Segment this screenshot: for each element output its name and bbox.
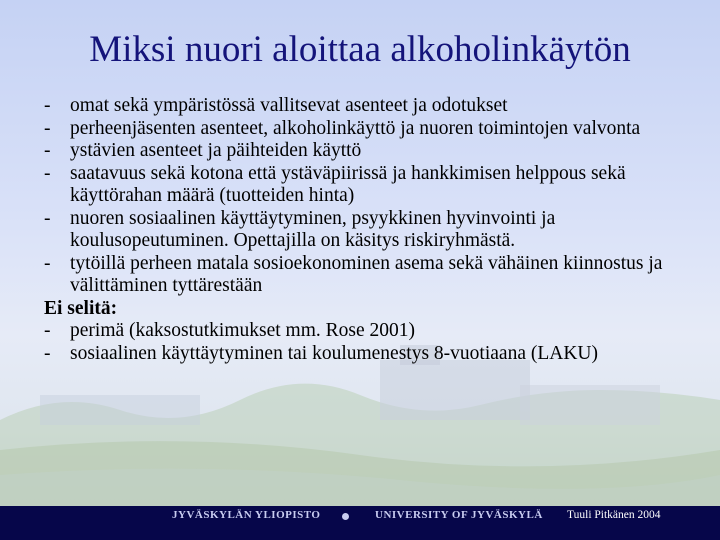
list-item [44,118,684,141]
list-item-text: perheenjäsenten asenteet, alkoholinkäyttö ja nuoren toimintojen valvonta [70,117,641,139]
list-item-text: ystävien asenteet ja päihteiden käyttö [70,140,362,161]
list-item [44,208,684,253]
slide-title: Miksi nuori aloittaa alkoholinkäytön [89,29,631,70]
list-item [44,140,684,163]
bullet-marker: - [44,252,51,274]
section-heading: Ei selitä: [44,297,118,319]
list-item-text: nuoren sosiaalinen käyttäytyminen, psyykkinen hyvinvointi ja koulusopeutuminen. Opettajilla on käsitys riskiryhmästä. [70,207,556,251]
footer-university-en: UNIVERSITY OF JYVÄSKYLÄ [375,509,543,521]
bullet-marker: - [44,162,51,184]
bullet-marker: - [44,95,51,116]
bullet-marker: - [44,117,51,139]
list-item-text: omat sekä ympäristössä vallitsevat asenteet ja odotukset [70,95,508,116]
footer-separator-dot [342,513,349,520]
bullet-marker: - [44,320,51,341]
list-item [44,163,684,208]
list-item [44,253,684,298]
bullet-marker: - [44,342,51,364]
list-item [44,95,684,118]
list-item-text: sosiaalinen käyttäytyminen tai koulumenestys 8-vuotiaana (LAKU) [70,342,598,364]
list-item [44,320,684,343]
list-item [44,343,684,366]
list-item-text: saatavuus sekä kotona että ystäväpiirissä ja hankkimisen helppous sekä käyttörahan määrä (tuotteiden hinta) [70,162,626,206]
bullet-marker: - [44,140,51,161]
body-list [44,95,684,365]
footer-university-fi: JYVÄSKYLÄN YLIOPISTO [172,509,321,521]
footer-bar [0,506,720,540]
bullet-marker: - [44,207,51,229]
footer-author: Tuuli Pitkänen 2004 [567,509,661,521]
list-item-text: perimä (kaksostutkimukset mm. Rose 2001) [70,320,416,341]
list-item-text: tytöillä perheen matala sosioekonominen asema sekä vähäinen kiinnostus ja välittäminen tyttärestään [70,252,663,296]
